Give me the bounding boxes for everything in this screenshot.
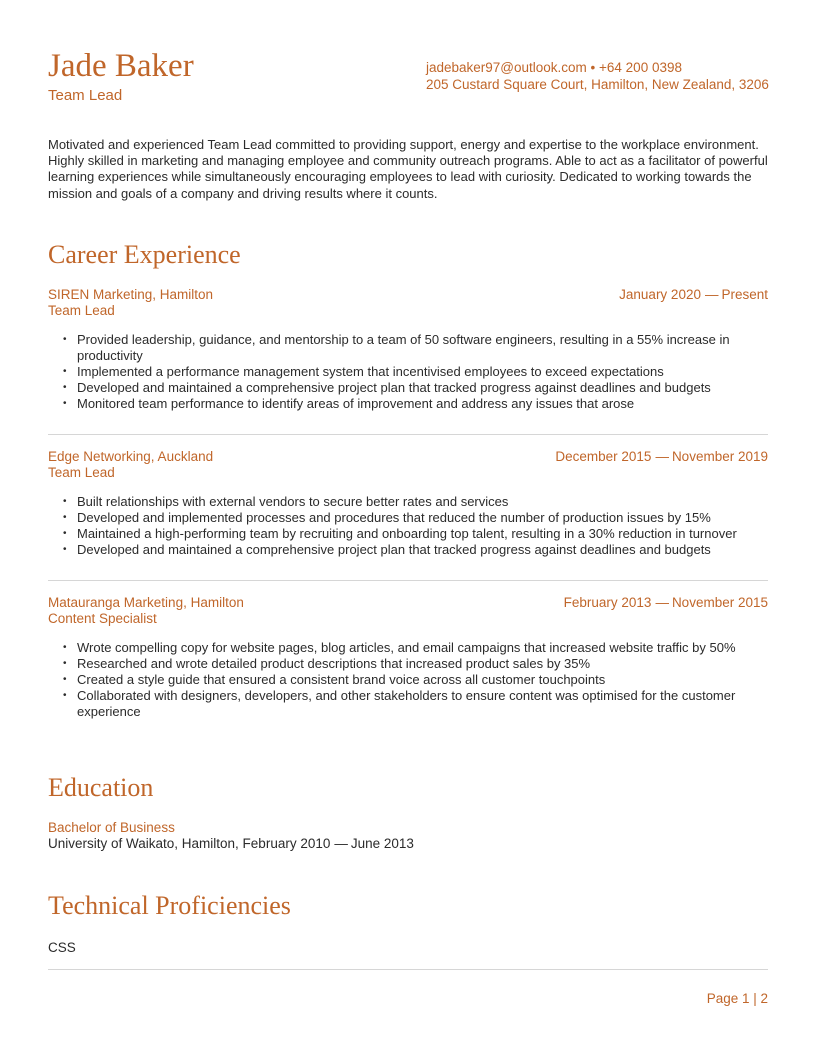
job-dates bbox=[564, 595, 768, 611]
resume-header bbox=[48, 48, 768, 108]
candidate-role: Team Lead bbox=[48, 87, 123, 104]
job-start-date: February 2013 bbox=[563, 595, 652, 610]
list-item: • Wrote compelling copy for website pages, blog articles, and email campaigns that increased website traffic by 50% bbox=[48, 640, 768, 656]
list-item: • Developed and maintained a comprehensive project plan that tracked progress against deadlines and budgets bbox=[48, 542, 768, 558]
list-item: • Provided leadership, guidance, and mentorship to a team of 50 software engineers, resulting in a 55% increase in productivity bbox=[48, 332, 768, 364]
candidate-name: Jade Baker bbox=[48, 48, 194, 84]
job-company: Edge Networking, Auckland bbox=[48, 449, 214, 464]
list-item: • Created a style guide that ensured a consistent brand voice across all customer touchpoints bbox=[48, 672, 768, 688]
professional-summary: Motivated and experienced Team Lead committed to providing support, energy and expertise to the workplace environment. Highly skilled in marketing and managing employee and community outreach programs. Able to act as a facilitator of powerful learning experiences while simultaneously encouraging employees to lead with curiosity. Dedicated to working towards the mission and goals of a company and driving results where it counts. bbox=[48, 137, 768, 201]
education-degree: Bachelor of Business bbox=[48, 820, 175, 835]
job-start-date: December 2015 bbox=[555, 449, 652, 464]
list-item: • Developed and maintained a comprehensive project plan that tracked progress against deadlines and budgets bbox=[48, 380, 768, 396]
job-position: Team Lead bbox=[48, 303, 115, 318]
list-item: • Developed and implemented processes and procedures that reduced the number of production issues by 15% bbox=[48, 510, 768, 526]
job-dates bbox=[555, 449, 768, 465]
date-separator: — bbox=[334, 836, 348, 851]
list-item: • Researched and wrote detailed product descriptions that increased product sales by 35% bbox=[48, 656, 768, 672]
job-company: SIREN Marketing, Hamilton bbox=[48, 287, 214, 302]
date-separator: — bbox=[655, 449, 669, 464]
resume-page bbox=[48, 0, 768, 1055]
education-detail bbox=[48, 836, 414, 852]
job-bullets bbox=[48, 640, 768, 720]
divider bbox=[48, 969, 768, 970]
list-item: • Maintained a high-performing team by recruiting and onboarding top talent, resulting in a 30% reduction in turnover bbox=[48, 526, 768, 542]
list-item: • Collaborated with designers, developers, and other stakeholders to ensure content was optimised for the customer experience bbox=[48, 688, 768, 720]
divider bbox=[48, 580, 768, 581]
contact-info bbox=[426, 59, 768, 93]
job-position: Content Specialist bbox=[48, 611, 157, 626]
job-end-date: Present bbox=[721, 287, 768, 302]
job-end-date: November 2019 bbox=[671, 449, 768, 464]
date-separator: — bbox=[655, 595, 669, 610]
job-bullets bbox=[48, 332, 768, 412]
section-title-experience: Career Experience bbox=[48, 240, 241, 269]
section-title-education: Education bbox=[48, 773, 154, 802]
job-bullets bbox=[48, 494, 768, 558]
job-start-date: January 2020 bbox=[619, 287, 701, 302]
job-end-date: November 2015 bbox=[671, 595, 768, 610]
list-item: • Built relationships with external vendors to secure better rates and services bbox=[48, 494, 768, 510]
date-separator: — bbox=[704, 287, 719, 302]
list-item: • Monitored team performance to identify areas of improvement and address any issues that arose bbox=[48, 396, 768, 412]
education-institution: University of Waikato, Hamilton, February 2010 bbox=[48, 836, 331, 851]
contact-email-phone: jadebaker97@outlook.com • +64 200 0398 bbox=[426, 60, 682, 75]
job-dates bbox=[619, 287, 768, 303]
divider bbox=[48, 434, 768, 435]
page-number: Page 1 | 2 bbox=[706, 991, 768, 1006]
job-company: Matauranga Marketing, Hamilton bbox=[48, 595, 244, 610]
job-position: Team Lead bbox=[48, 465, 115, 480]
section-title-skills: Technical Proficiencies bbox=[48, 891, 291, 920]
skill-item: CSS bbox=[48, 940, 76, 955]
contact-address: 205 Custard Square Court, Hamilton, New Zealand, 3206 bbox=[426, 77, 769, 92]
education-end-date: June 2013 bbox=[350, 836, 414, 851]
list-item: • Implemented a performance management system that incentivised employees to exceed expectations bbox=[48, 364, 768, 380]
